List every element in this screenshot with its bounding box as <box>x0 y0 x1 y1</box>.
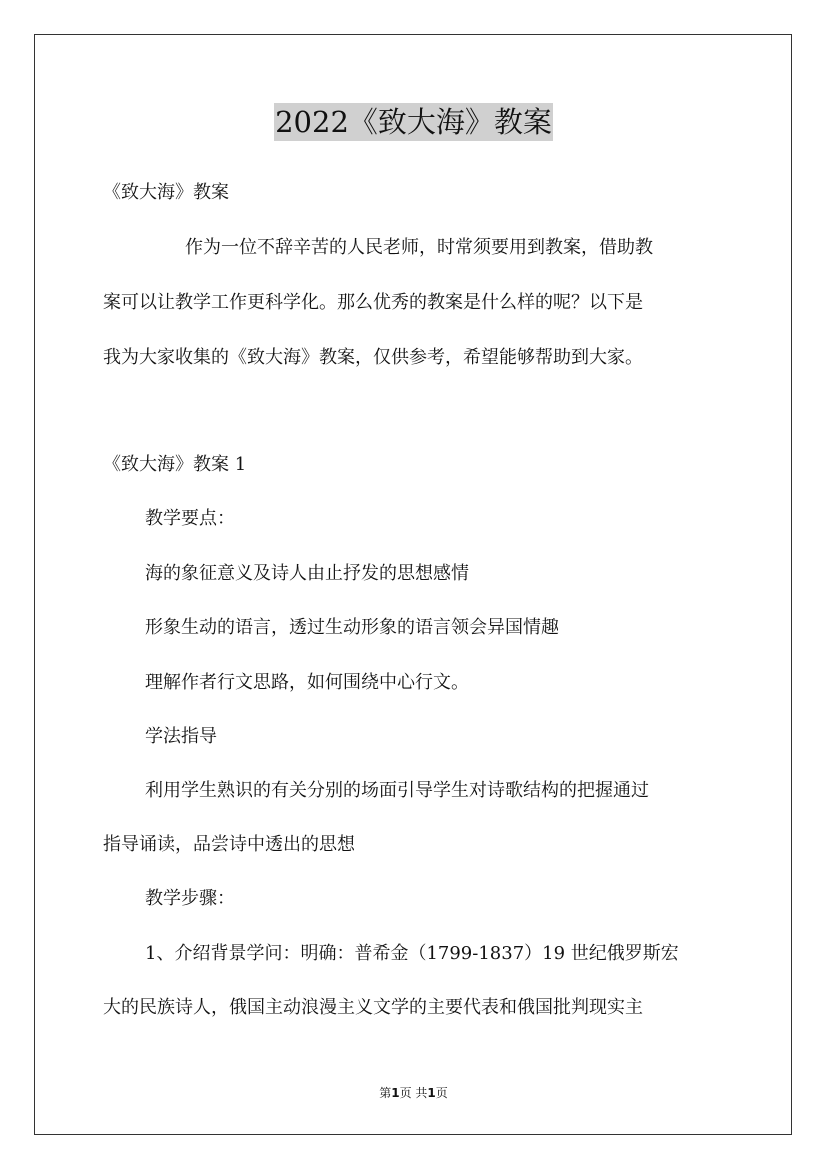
document-title: 2022《致大海》教案 <box>275 105 552 139</box>
paragraph-line: 理解作者行文思路，如何围绕中心行文。 <box>145 672 469 693</box>
paragraph-line: 作为一位不辞辛苦的人民老师，时常须要用到教案，借助教 <box>185 237 653 258</box>
paragraph-line: 我为大家收集的《致大海》教案，仅供参考，希望能够帮助到大家。 <box>103 347 643 368</box>
page-footer <box>0 1084 827 1101</box>
paragraph-line: 学法指导 <box>145 726 217 747</box>
paragraph-line: 教学步骤： <box>145 888 235 909</box>
paragraph-line: 形象生动的语言，透过生动形象的语言领会异国情趣 <box>145 617 559 638</box>
title-wrap <box>0 103 827 141</box>
footer-prefix: 第 <box>379 1086 392 1100</box>
footer-page-number: 1 <box>391 1086 400 1100</box>
subtitle-line: 《致大海》教案 <box>103 182 229 203</box>
paragraph-line: 案可以让教学工作更科学化。那么优秀的教案是什么样的呢？以下是 <box>103 292 643 313</box>
footer-mid: 页 共 <box>399 1086 428 1100</box>
footer-page-total: 1 <box>427 1086 436 1100</box>
paragraph-line: 海的象征意义及诗人由止抒发的思想感情 <box>145 563 469 584</box>
paragraph-line: 教学要点： <box>145 508 235 529</box>
footer-suffix: 页 <box>435 1086 448 1100</box>
paragraph-line: 利用学生熟识的有关分别的场面引导学生对诗歌结构的把握通过 <box>145 780 649 801</box>
section-heading: 《致大海》教案 1 <box>103 454 247 475</box>
paragraph-line: 1、介绍背景学问：明确：普希金（1799-1837）19 世纪俄罗斯宏 <box>145 943 679 964</box>
paragraph-line: 指导诵读，品尝诗中透出的思想 <box>103 834 355 855</box>
paragraph-line: 大的民族诗人，俄国主动浪漫主义文学的主要代表和俄国批判现实主 <box>103 997 643 1018</box>
